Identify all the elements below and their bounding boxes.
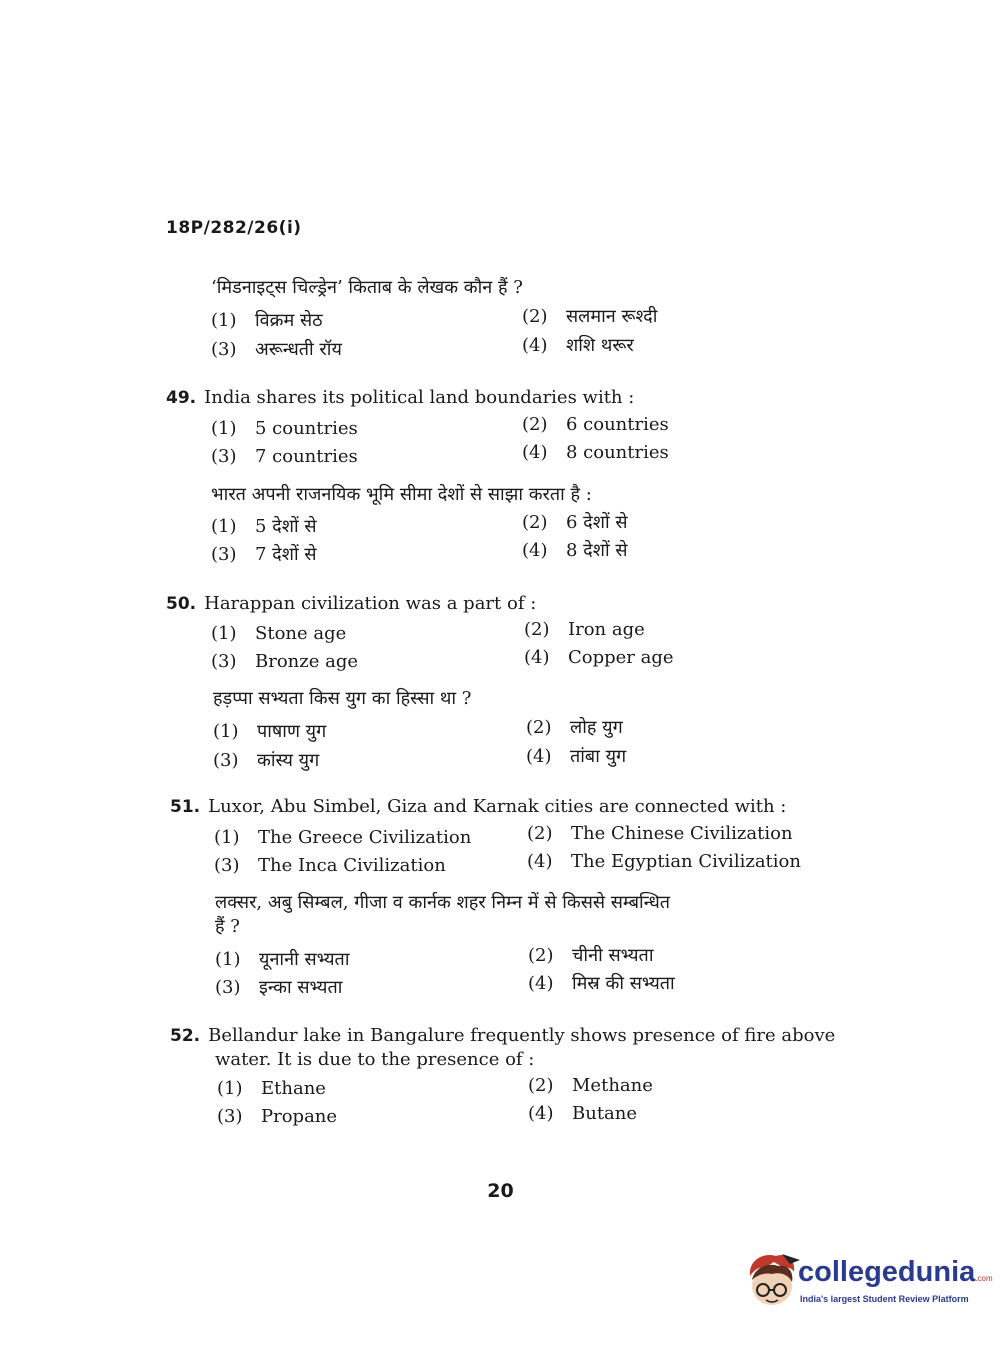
q49-option-1: (1) 5 countries [211,418,358,439]
collegedunia-logo [744,1250,993,1312]
q50-hi-option-3: (3) कांस्य युग [213,750,320,771]
q51-hi-option-1: (1) यूनानी सभ्यता [215,949,350,970]
q49-hi-option-1: (1) 5 देशों से [211,516,317,537]
logo-wordmark: collegedunia.com [798,1256,993,1288]
q50-option-2: (2) Iron age [524,619,645,640]
q50-option-1: (1) Stone age [211,623,347,644]
q50-option-3: (3) Bronze age [211,651,359,672]
q50-hi-option-2: (2) लोह युग [526,717,623,738]
q51-hi-option-4: (4) मिस्र की सभ्यता [528,973,675,994]
q51-option-4: (4) The Egyptian Civilization [527,851,801,872]
q48-hindi-question: ‘मिडनाइट्स चिल्ड्रेन’ किताब के लेखक कौन हैं ? [211,277,523,298]
q49-option-4: (4) 8 countries [522,442,669,463]
q49-question: 49. India shares its political land boundaries with : [166,387,635,408]
q49-option-2: (2) 6 countries [522,414,669,435]
q50-hi-option-4: (4) तांबा युग [526,746,627,767]
q50-option-4: (4) Copper age [524,647,674,668]
paper-code: 18P/282/26(i) [166,218,302,238]
q48-hi-option-1: (1) विक्रम सेठ [211,310,323,331]
q49-hi-option-2: (2) 6 देशों से [522,512,628,533]
q49-hi-option-3: (3) 7 देशों से [211,544,317,565]
q51-option-2: (2) The Chinese Civilization [527,823,793,844]
mascot-icon [744,1250,800,1312]
q52-question-line1: 52. Bellandur lake in Bangalure frequently shows presence of fire above [170,1025,836,1046]
q51-hi-option-3: (3) इन्का सभ्यता [215,977,343,998]
page-number: 20 [487,1180,514,1202]
q49-hindi-question: भारत अपनी राजनयिक भूमि सीमा देशों से साझा करता है : [211,484,592,505]
logo-tagline: India's largest Student Review Platform [800,1294,969,1304]
q52-option-2: (2) Methane [528,1075,653,1096]
q48-hi-option-3: (3) अरून्धती रॉय [211,339,342,360]
q51-hindi-question-line1: लक्सर, अबु सिम्बल, गीजा व कार्नक शहर निम्न में से किससे सम्बन्धित [215,892,671,913]
q49-hi-option-4: (4) 8 देशों से [522,540,628,561]
q48-hi-option-4: (4) शशि थरूर [522,335,634,356]
q50-hi-option-1: (1) पाषाण युग [213,721,327,742]
q52-question-line2: water. It is due to the presence of : [215,1049,535,1070]
q51-hi-option-2: (2) चीनी सभ्यता [528,945,654,966]
q51-hindi-question-line2: हैं ? [215,916,240,937]
q50-question: 50. Harappan civilization was a part of : [166,593,537,614]
q52-option-1: (1) Ethane [217,1078,326,1099]
q52-option-4: (4) Butane [528,1103,638,1124]
q51-question: 51. Luxor, Abu Simbel, Giza and Karnak cities are connected with : [170,796,787,817]
q51-option-3: (3) The Inca Civilization [214,855,446,876]
q52-option-3: (3) Propane [217,1106,338,1127]
q50-hindi-question: हड़प्पा सभ्यता किस युग का हिस्सा था ? [213,688,472,709]
q48-hi-option-2: (2) सलमान रूश्दी [522,306,658,327]
q51-option-1: (1) The Greece Civilization [214,827,472,848]
q49-option-3: (3) 7 countries [211,446,358,467]
